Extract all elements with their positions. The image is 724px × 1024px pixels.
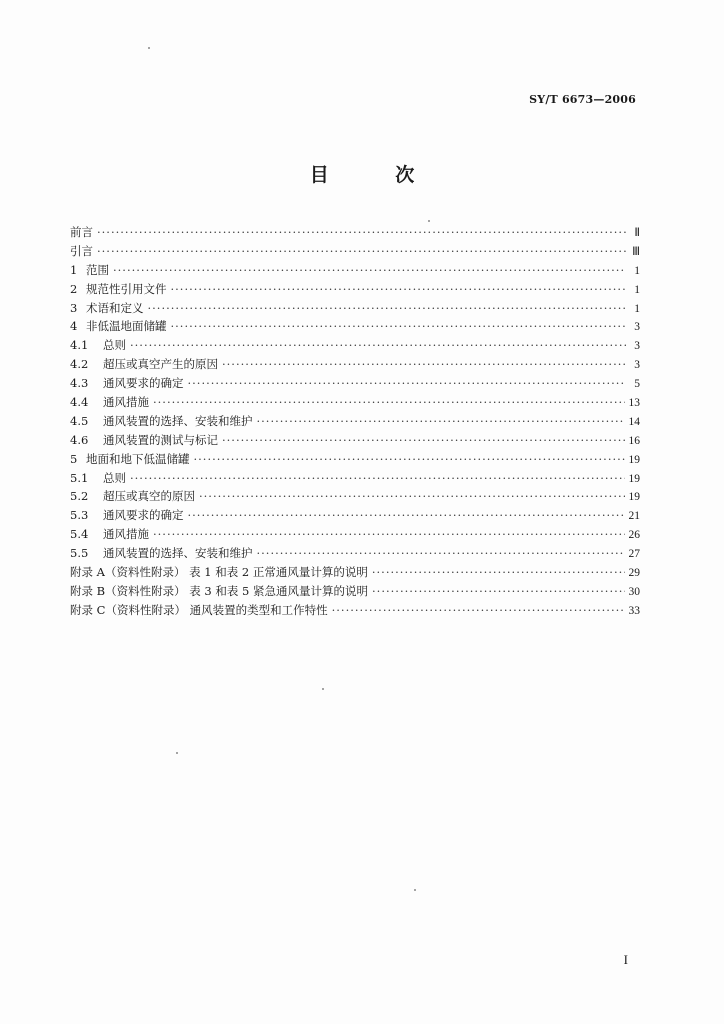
toc-entry-page: 21 xyxy=(628,510,640,523)
toc-entry-number: 5.5 xyxy=(70,546,89,561)
toc-entry-page: 1 xyxy=(634,302,640,315)
toc-entry-page: 29 xyxy=(628,567,640,580)
toc-leader-dots xyxy=(199,489,625,503)
toc-entry-number: 5.3 xyxy=(70,508,89,523)
toc-entry-label: 通风装置的选择、安装和维护 xyxy=(103,546,253,561)
toc-entry-label: 通风装置的测试与标记 xyxy=(103,432,218,447)
toc-entry-page: 5 xyxy=(634,378,640,391)
toc-title: 目 次 xyxy=(309,164,445,186)
toc-entry-number: 4 xyxy=(70,319,78,334)
toc-entry-label: 非低温地面储罐 xyxy=(86,319,167,334)
toc-entry-page: 30 xyxy=(628,585,640,598)
toc-leader-dots xyxy=(148,301,627,315)
toc-entry-page: 27 xyxy=(628,548,640,561)
toc-entry-page: 19 xyxy=(628,453,640,466)
toc-leader-dots xyxy=(222,433,625,447)
toc-entry[interactable] xyxy=(70,451,640,470)
toc-entry[interactable] xyxy=(70,470,640,489)
toc-entry[interactable] xyxy=(70,507,640,526)
toc-entry[interactable] xyxy=(70,300,640,319)
toc-entry-number: 4.5 xyxy=(70,413,89,428)
toc-entry[interactable] xyxy=(70,394,640,413)
toc-entry[interactable] xyxy=(70,318,640,337)
toc-leader-dots xyxy=(194,452,625,466)
toc-leader-dots xyxy=(130,471,625,485)
toc-entry-label: 附录 A（资料性附录） 表 1 和表 2 正常通风量计算的说明 xyxy=(70,565,368,580)
toc-entry-page: Ⅱ xyxy=(634,227,640,239)
toc-entry-label: 通风措施 xyxy=(103,395,149,410)
toc-leader-dots xyxy=(332,603,625,617)
toc-entry-page: 1 xyxy=(634,264,640,277)
toc-entry-label: 通风要求的确定 xyxy=(103,376,184,391)
toc-entry-label: 附录 C（资料性附录） 通风装置的类型和工作特性 xyxy=(70,602,328,617)
toc-leader-dots xyxy=(257,546,625,560)
toc-entry-label: 总则 xyxy=(103,470,126,485)
toc-entry-page: 3 xyxy=(634,359,640,372)
toc-entry-label: 地面和地下低温储罐 xyxy=(86,451,190,466)
toc-leader-dots xyxy=(171,319,627,333)
toc-entry-page: 3 xyxy=(634,321,640,334)
toc-entry[interactable] xyxy=(70,564,640,583)
toc-leader-dots xyxy=(222,357,626,371)
scan-speck xyxy=(148,47,150,49)
toc-entry-number: 5.2 xyxy=(70,489,89,504)
scan-speck xyxy=(414,889,416,891)
toc-entry[interactable] xyxy=(70,224,640,243)
toc-entry-number: 2 xyxy=(70,281,78,296)
toc-entry-page: 14 xyxy=(628,415,640,428)
toc-entry[interactable] xyxy=(70,337,640,356)
toc-entry-page: 19 xyxy=(628,491,640,504)
standard-code: SY/T 6673—2006 xyxy=(529,93,636,106)
toc-leader-dots xyxy=(97,225,626,239)
toc-entry-number: 4.1 xyxy=(70,338,89,353)
toc-entry[interactable] xyxy=(70,262,640,281)
toc-leader-dots xyxy=(97,244,626,258)
toc-entry-page: 26 xyxy=(628,529,640,542)
toc-entry-label: 规范性引用文件 xyxy=(86,281,167,296)
toc-entry[interactable] xyxy=(70,356,640,375)
toc-entry-page: 1 xyxy=(634,283,640,296)
toc-leader-dots xyxy=(153,395,625,409)
toc-entry[interactable] xyxy=(70,526,640,545)
toc-entry[interactable] xyxy=(70,488,640,507)
toc-entry-number: 4.6 xyxy=(70,432,89,447)
toc-leader-dots xyxy=(372,565,625,579)
toc-entry-label: 术语和定义 xyxy=(86,300,144,315)
toc-entry-page: Ⅲ xyxy=(632,245,640,258)
toc-leader-dots xyxy=(188,508,625,522)
toc-entry-label: 引言 xyxy=(70,243,93,258)
toc-leader-dots xyxy=(257,414,625,428)
toc-entry-number: 1 xyxy=(70,262,78,277)
toc-entry[interactable] xyxy=(70,602,640,621)
toc-entry-page: 33 xyxy=(628,604,640,617)
toc-entry-label: 总则 xyxy=(103,338,126,353)
toc-leader-dots xyxy=(372,584,624,598)
toc-entry[interactable] xyxy=(70,583,640,602)
scan-speck xyxy=(176,752,178,754)
scan-speck xyxy=(428,220,430,222)
toc-entry-page: 19 xyxy=(628,472,640,485)
toc-entry-page: 16 xyxy=(628,434,640,447)
toc-entry-label: 通风措施 xyxy=(103,527,149,542)
toc-leader-dots xyxy=(153,527,625,541)
toc-entry[interactable] xyxy=(70,413,640,432)
toc-leader-dots xyxy=(171,282,627,296)
toc-leader-dots xyxy=(188,376,627,390)
toc-entry-page: 13 xyxy=(628,397,640,410)
toc-entry[interactable] xyxy=(70,243,640,262)
table-of-contents xyxy=(70,224,640,621)
toc-entry-label: 范围 xyxy=(86,262,109,277)
toc-entry[interactable] xyxy=(70,375,640,394)
toc-entry-label: 超压或真空的原因 xyxy=(103,489,195,504)
toc-entry-number: 4.4 xyxy=(70,395,89,410)
toc-entry[interactable] xyxy=(70,545,640,564)
toc-entry[interactable] xyxy=(70,432,640,451)
toc-entry-number: 4.2 xyxy=(70,357,89,372)
toc-entry-number: 5.4 xyxy=(70,527,89,542)
page-number: I xyxy=(623,952,628,967)
toc-entry-number: 4.3 xyxy=(70,376,89,391)
toc-leader-dots xyxy=(130,338,626,352)
toc-leader-dots xyxy=(113,263,626,277)
toc-entry-label: 通风要求的确定 xyxy=(103,508,184,523)
toc-entry-label: 附录 B（资料性附录） 表 3 和表 5 紧急通风量计算的说明 xyxy=(70,583,369,598)
toc-entry-number: 3 xyxy=(70,300,78,315)
toc-entry[interactable] xyxy=(70,281,640,300)
scan-speck xyxy=(322,688,324,690)
toc-entry-number: 5.1 xyxy=(70,470,89,485)
toc-entry-page: 3 xyxy=(634,340,640,353)
toc-entry-label: 前言 xyxy=(70,225,93,239)
toc-entry-label: 通风装置的选择、安装和维护 xyxy=(103,413,253,428)
toc-entry-number: 5 xyxy=(70,451,78,466)
toc-entry-label: 超压或真空产生的原因 xyxy=(103,357,218,372)
